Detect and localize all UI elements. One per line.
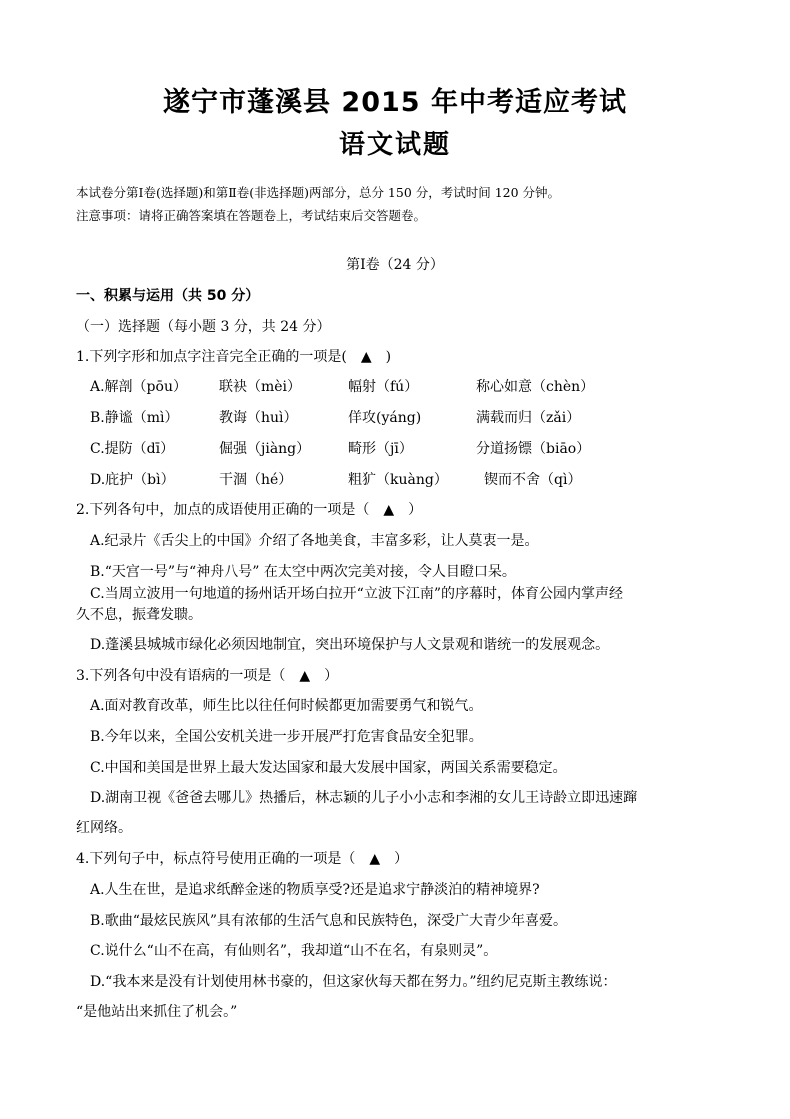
- q2-stem: 2.下列各句中，加点的成语使用正确的一项是（ ▲ ）: [76, 502, 423, 518]
- q1-option-a-4: 称心如意（chèn）: [476, 379, 595, 395]
- q2-option-c-line-1: C.当周立波用一句地道的扬州话开场白拉开“立波下江南”的序幕时，体育公园内掌声经: [90, 586, 623, 602]
- q2-option-c-line-2: 久不息，振聋发聩。: [76, 607, 202, 623]
- q3-option-c: C.中国和美国是世界上最大发达国家和最大发展中国家，两国关系需要稳定。: [90, 760, 567, 776]
- q1-option-b-4: 满载而归（zǎi）: [476, 410, 581, 426]
- q1-option-c-2: 倔强（jiàng）: [219, 441, 311, 457]
- part1-heading: 第Ⅰ卷（24 分）: [346, 257, 444, 273]
- q1-option-d-2: 干涸（hé）: [219, 472, 293, 488]
- q2-option-a: A.纪录片《舌尖上的中国》介绍了各地美食，丰富多彩，让人莫衷一是。: [90, 533, 539, 549]
- q4-stem: 4.下列句子中，标点符号使用正确的一项是（ ▲ ）: [76, 851, 409, 867]
- q1-option-c-4: 分道扬镖（biāo）: [476, 441, 591, 457]
- q1-option-b-2: 教诲（huì）: [219, 410, 298, 426]
- q1-option-b-1: B.静谧（mì）: [90, 410, 179, 426]
- q1-option-d-4: 锲而不舍（qì）: [484, 472, 582, 488]
- q4-option-a: A.人生在世，是追求纸醉金迷的物质享受?还是追求宁静淡泊的精神境界?: [90, 882, 540, 898]
- q1-option-a-2: 联袂（mèi）: [219, 379, 302, 395]
- intro-line-1: 本试卷分第Ⅰ卷(选择题)和第Ⅱ卷(非选择题)两部分，总分 150 分，考试时间 120 分钟。: [76, 185, 561, 200]
- q2-option-d: D.蓬溪县城城市绿化必须因地制宜，突出环境保护与人文景观和谐统一的发展观念。: [90, 637, 610, 653]
- q3-option-b: B.今年以来，全国公安机关进一步开展严打危害食品安全犯罪。: [90, 729, 483, 745]
- q4-option-c: C.说什么“山不在高，有仙则名”，我却道“山不在名，有泉则灵”。: [90, 943, 498, 959]
- q1-option-c-3: 畸形（jī）: [348, 441, 413, 457]
- q4-option-d-line-2: “是他站出来抓住了机会。”: [76, 1004, 238, 1020]
- q4-option-d-line-1: D.“我本来是没有计划使用林书豪的，但这家伙每天都在努力。”纽约尼克斯主教练说：: [90, 974, 617, 990]
- q4-option-b: B.歌曲“最炫民族风”具有浓郁的生活气息和民族特色，深受广大青少年喜爱。: [90, 913, 568, 929]
- q1-option-d-1: D.庇护（bì）: [90, 472, 175, 488]
- subsection-heading: （一）选择题（每小题 3 分，共 24 分）: [76, 319, 331, 335]
- q1-option-a-1: A.解剖（pōu）: [90, 379, 187, 395]
- section-heading: 一、积累与运用（共 50 分）: [76, 288, 260, 304]
- q1-stem: 1.下列字形和加点字注音完全正确的一项是( ▲ ): [76, 349, 392, 365]
- q3-stem: 3.下列各句中没有语病的一项是（ ▲ ）: [76, 668, 339, 684]
- q2-option-b: B.“天宫一号”与“神舟八号” 在太空中两次完美对接，令人目瞪口呆。: [90, 564, 516, 580]
- q1-option-b-3: 佯攻(yáng): [348, 410, 422, 426]
- intro-line-2: 注意事项：请将正确答案填在答题卷上，考试结束后交答题卷。: [76, 208, 427, 223]
- exam-subtitle: 语文试题: [338, 130, 451, 160]
- q1-option-d-3: 粗犷（kuàng）: [348, 472, 448, 488]
- q3-option-d-line-2: 红网络。: [76, 820, 132, 836]
- exam-title: 遂宁市蓬溪县 2015 年中考适应考试: [163, 87, 627, 118]
- q3-option-a: A.面对教育改革，师生比以往任何时候都更加需要勇气和锐气。: [90, 698, 483, 714]
- q1-option-a-3: 幅射（fú）: [348, 379, 419, 395]
- q3-option-d-line-1: D.湖南卫视《爸爸去哪儿》热播后，林志颖的儿子小小志和李湘的女儿王诗龄立即迅速蹿: [90, 790, 638, 806]
- q1-option-c-1: C.提防（dī）: [90, 441, 175, 457]
